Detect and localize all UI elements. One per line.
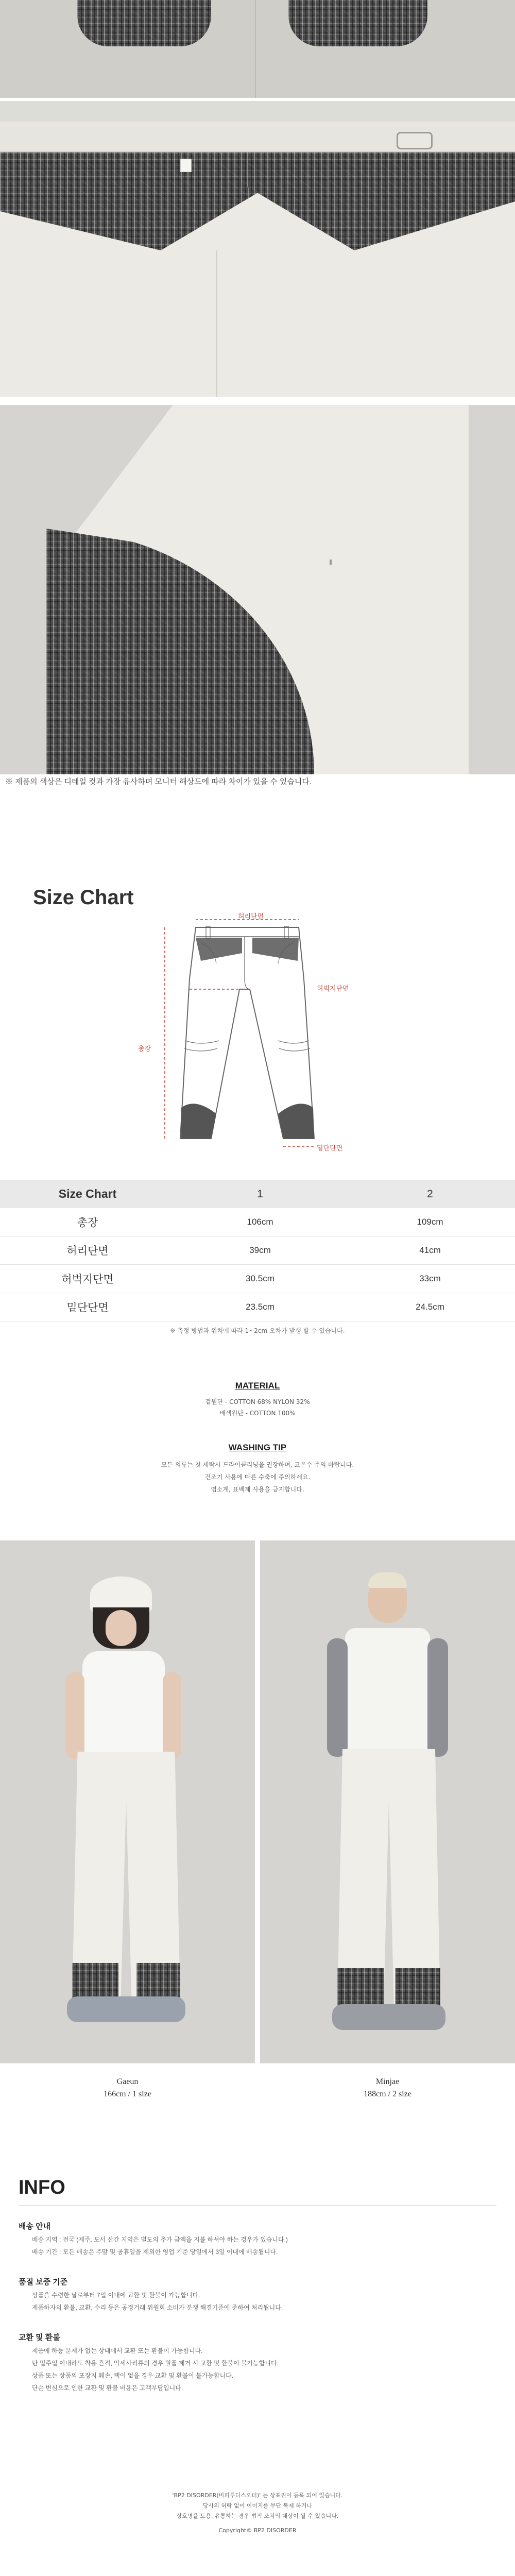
pants-measurement-diagram (124, 912, 391, 1154)
pants-hem-left (72, 1963, 118, 1999)
label-length: 총장 (138, 1045, 151, 1053)
detail-photo-pockets (0, 0, 515, 98)
pants-hem-right (136, 1963, 180, 1999)
footer-copyright: Copyright© BP2 DISORDER (218, 2527, 297, 2534)
photo-color-note: ※ 제품의 색상은 디테일 컷과 가장 유사하며 모니터 해상도에 따라 차이가 있을 수 있습니다. (5, 777, 312, 786)
row-size-1: 30.5cm (246, 1274, 274, 1283)
row-size-2: 41cm (419, 1245, 441, 1255)
info-divider (19, 2205, 496, 2206)
material-line: 배색원단 - COTTON 100% (219, 1410, 296, 1417)
arm-right (163, 1672, 181, 1759)
info-title: INFO (19, 2177, 65, 2198)
header-size-1: 1 (257, 1188, 263, 1200)
model-photo-gaeun (0, 1540, 255, 2063)
belt-loop-tab (397, 132, 433, 149)
waistband (0, 122, 515, 152)
row-size-1: 39cm (249, 1245, 271, 1255)
pants-hem-left (337, 1968, 384, 2007)
tweed-panel-left (77, 0, 211, 46)
label-hem: 밑단단면 (317, 1145, 343, 1153)
size-measure-note: ※ 측정 방법과 위치에 따라 1~2cm 오차가 발생 할 수 있습니다. (170, 1327, 345, 1334)
detail-photo-waistband (0, 101, 515, 397)
sneakers (332, 2004, 445, 2030)
model-spec: 188cm / 2 size (364, 2090, 411, 2098)
footer-line: 상호명을 도용, 유통하는 경우 법적 조치의 대상이 될 수 있습니다. (176, 2513, 339, 2519)
face (106, 1610, 136, 1646)
tweed-panel-right (288, 0, 427, 46)
row-size-2: 109cm (417, 1217, 443, 1227)
info-section-heading: 배송 안내 (19, 2222, 51, 2231)
washing-line: 모든 의류는 첫 세탁시 드라이클리닝을 권장하며, 고온수 주의 바랍니다. (161, 1461, 354, 1468)
washing-line: 건조기 사용에 따른 수축에 주의하세요. (204, 1473, 311, 1481)
material-line: 겉원단 - COTTON 68% NYLON 32% (205, 1398, 310, 1405)
info-line: 상품 또는 상품의 포장지 훼손, 택이 없을 경우 교환 및 환불이 불가능합니다. (32, 2372, 234, 2379)
arm-right (427, 1638, 448, 1757)
table-row (0, 1236, 515, 1265)
white-tshirt (82, 1651, 165, 1754)
material-title: MATERIAL (235, 1381, 280, 1391)
table-row (0, 1208, 515, 1236)
size-chart-title: Size Chart (33, 886, 134, 909)
row-label: 밑단단면 (66, 1302, 109, 1314)
footer-line: 당사의 허락 없이 이미지를 무단 복제 하거나 (202, 2502, 313, 2509)
model-photo-minjae (260, 1540, 515, 2063)
row-label: 허벅지단면 (61, 1274, 114, 1285)
row-size-2: 33cm (419, 1274, 441, 1283)
detail-photo-hem (0, 405, 515, 774)
center-seam (216, 250, 217, 397)
info-line: 배송 지역 : 전국 (제주, 도서 산간 지역은 별도의 추가 금액을 지불 하셔야 하는 경우가 있습니다.) (32, 2236, 288, 2243)
washing-line: 염소계, 표백제 사용을 금지합니다. (211, 1486, 304, 1493)
info-line: 배송 기간 : 모든 배송은 주말 및 공휴일을 제외한 영업 기준 당일에서 3일 이내에 배송됩니다. (32, 2248, 278, 2256)
arm-left (66, 1672, 84, 1759)
label-waist: 허리단면 (238, 913, 264, 921)
pants-hem-right (395, 1968, 440, 2007)
vest (345, 1628, 430, 1752)
table-row (0, 1293, 515, 1321)
row-label: 총장 (77, 1217, 98, 1229)
row-size-1: 23.5cm (246, 1302, 274, 1312)
info-line: 제품하자의 환불, 교환, 수리 등은 공정거래 위원회 소비자 분쟁 해결기준에 준하여 처리됩니다. (32, 2304, 283, 2311)
stitch-mark (330, 560, 332, 565)
hair (368, 1572, 407, 1588)
arm-left (327, 1638, 348, 1757)
model-name: Gaeun (116, 2077, 139, 2086)
pants (72, 1752, 180, 1999)
model-spec: 166cm / 1 size (104, 2090, 151, 2098)
label-thigh: 허벅지단면 (317, 985, 349, 993)
info-section-heading: 품질 보증 기준 (19, 2278, 68, 2286)
header-size-chart: Size Chart (58, 1187, 117, 1200)
row-label: 허리단면 (66, 1245, 109, 1257)
size-table-header (0, 1180, 515, 1208)
footer-line: 'BP2 DISORDER(비피투디스오더)' 는 상표권이 등록 되어 있습니다. (172, 2492, 343, 2499)
header-size-2: 2 (427, 1188, 433, 1200)
label-tag (180, 159, 192, 172)
row-size-1: 106cm (247, 1217, 273, 1227)
info-line: 단 밀주일 이내라도 착용 흔적, 악세사리류의 경우 월품 제거 시 교환 및 환불이 불가능합니다. (32, 2360, 279, 2367)
sneakers (67, 1996, 185, 2022)
info-line: 상품을 수령한 날로부터 7일 이내에 교환 및 환불이 가능합니다. (32, 2292, 200, 2299)
model-name: Minjae (375, 2077, 400, 2086)
table-row (0, 1265, 515, 1293)
info-section-heading: 교환 및 환불 (19, 2333, 60, 2342)
washing-title: WASHING TIP (228, 1443, 287, 1452)
info-line: 제품에 하등 문제가 없는 상태에서 교환 또는 환불이 가능합니다. (32, 2347, 203, 2354)
info-line: 단순 변심으로 인한 교환 및 환불 비용은 고객부담입니다. (32, 2384, 183, 2392)
row-size-2: 24.5cm (416, 1302, 444, 1312)
seam-line (255, 0, 256, 98)
